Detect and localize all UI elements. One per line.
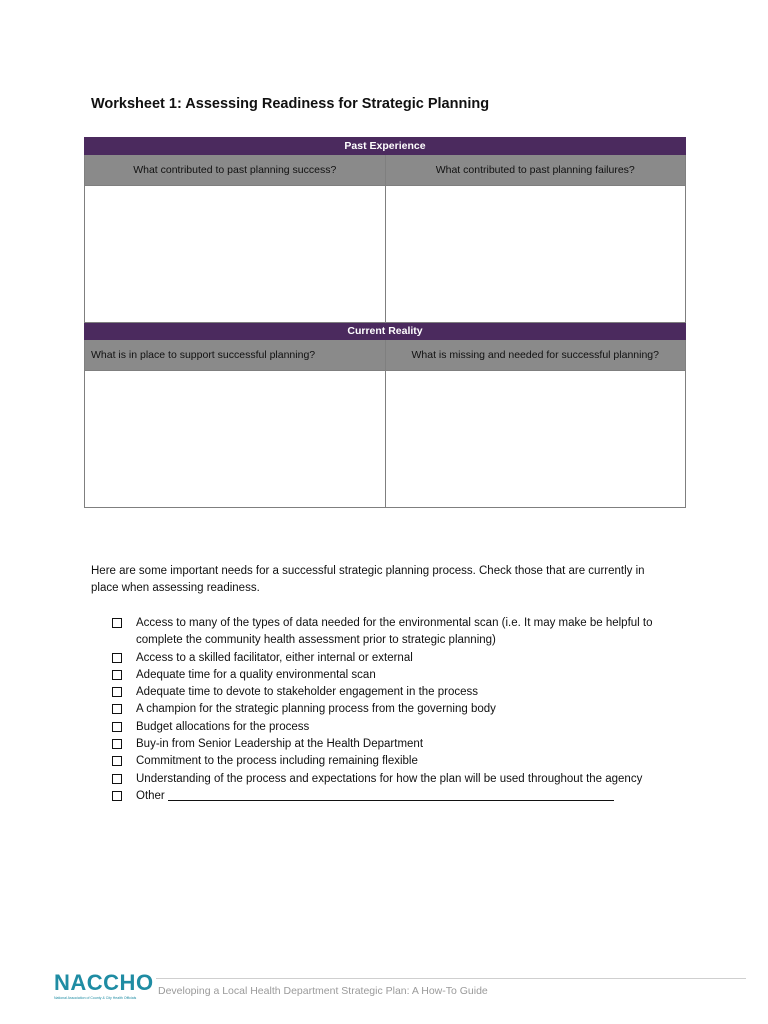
worksheet-table (84, 137, 686, 508)
checklist-item (112, 753, 672, 770)
missing-question: What is missing and needed for successful planning? (385, 340, 686, 371)
checklist-item-label: Understanding of the process and expectations for how the plan will be used throughout the agency (136, 772, 643, 785)
past-success-answer-cell[interactable] (85, 186, 386, 323)
past-failures-answer-cell[interactable] (385, 186, 686, 323)
in-place-answer-cell[interactable] (85, 371, 386, 508)
checklist-item (112, 736, 672, 753)
checklist-item (112, 684, 672, 701)
logo-wordmark: NACCHO (54, 970, 154, 995)
checklist-item-label: Access to a skilled facilitator, either internal or external (136, 651, 413, 664)
past-experience-answer-row (85, 186, 686, 323)
checklist-item-label: A champion for the strategic planning process from the governing body (136, 703, 496, 716)
current-reality-header: Current Reality (85, 323, 686, 340)
past-experience-question-row (85, 155, 686, 186)
checkbox[interactable] (112, 774, 122, 784)
checklist-item-other (112, 788, 672, 805)
checkbox[interactable] (112, 618, 122, 628)
missing-answer-cell[interactable] (385, 371, 686, 508)
checklist-item (112, 615, 672, 650)
past-failures-question: What contributed to past planning failures? (385, 155, 686, 186)
worksheet-title: Worksheet 1: Assessing Readiness for Strategic Planning (91, 96, 490, 112)
checklist-item-label: Other (136, 789, 165, 802)
checklist-item (112, 719, 672, 736)
checklist-item-label: Access to many of the types of data needed for the environmental scan (i.e. It may make be helpful to complete the community health assessment prior to strategic planning) (136, 617, 653, 647)
checkbox[interactable] (112, 670, 122, 680)
checklist-item-label: Adequate time for a quality environmental scan (136, 668, 376, 681)
in-place-question: What is in place to support successful planning? (85, 340, 386, 371)
current-reality-answer-row (85, 371, 686, 508)
checkbox[interactable] (112, 739, 122, 749)
checkbox[interactable] (112, 722, 122, 732)
footer-divider (156, 978, 746, 979)
checklist-item (112, 771, 672, 788)
naccho-logo (54, 972, 154, 1000)
footer-guide-title: Developing a Local Health Department Strategic Plan: A How-To Guide (158, 985, 488, 997)
checklist-item-label: Buy-in from Senior Leadership at the Health Department (136, 738, 424, 751)
current-reality-question-row (85, 340, 686, 371)
intro-paragraph: Here are some important needs for a successful strategic planning process. Check those that are currently in place when assessing readiness. (91, 565, 645, 594)
checklist-item-label: Budget allocations for the process (136, 720, 310, 733)
checkbox[interactable] (112, 756, 122, 766)
checklist-item-label: Commitment to the process including remaining flexible (136, 755, 418, 768)
checkbox[interactable] (112, 653, 122, 663)
checkbox[interactable] (112, 791, 122, 801)
readiness-checklist (112, 615, 672, 805)
checklist-item-label: Adequate time to devote to stakeholder engagement in the process (136, 686, 479, 699)
checkbox[interactable] (112, 704, 122, 714)
past-experience-header: Past Experience (85, 138, 686, 155)
checkbox[interactable] (112, 687, 122, 697)
checklist-item (112, 650, 672, 667)
past-success-question: What contributed to past planning success? (85, 155, 386, 186)
logo-tagline: National Association of County & City Health Officials (54, 996, 137, 1000)
current-reality-header-row (85, 323, 686, 340)
checklist-item (112, 701, 672, 718)
checklist-item (112, 667, 672, 684)
past-experience-header-row (85, 138, 686, 155)
other-fill-in-line[interactable] (168, 790, 614, 801)
